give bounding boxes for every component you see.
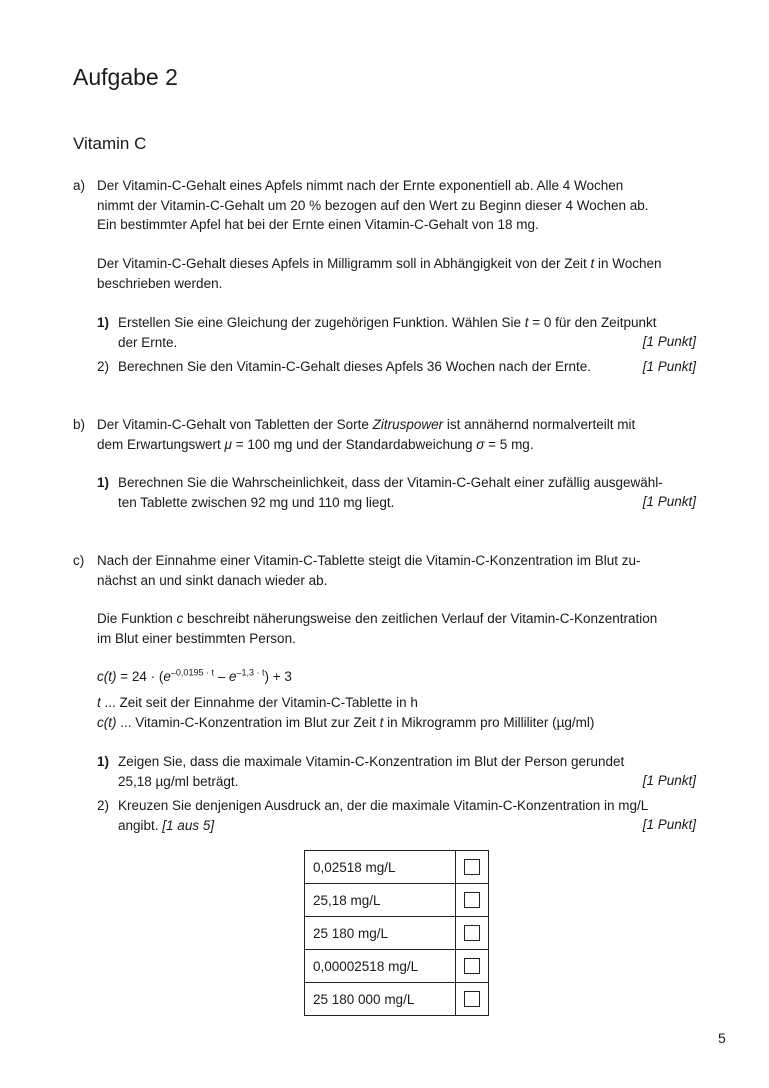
option-row: [305, 983, 489, 1016]
text: Kreuzen Sie denjenigen Ausdruck an, der die maximale Vitamin-C-Konzentration in mg/L: [118, 798, 649, 813]
part-a-task2-text: Berechnen Sie den Vitamin-C-Gehalt dieses Apfels 36 Wochen nach der Ernte.: [118, 359, 592, 374]
exponent: –1,3 · t: [236, 667, 265, 678]
text: ten Tablette zwischen 92 mg und 110 mg liegt.: [118, 494, 395, 510]
part-c-task2-number: 2): [97, 798, 110, 813]
part-b-intro: [97, 415, 635, 454]
checkbox[interactable]: [464, 925, 480, 941]
part-a-task1-points: [1 Punkt]: [642, 334, 696, 349]
option-checkbox-cell[interactable]: [456, 851, 489, 884]
part-c-function-description: [97, 609, 657, 648]
checkbox[interactable]: [464, 892, 480, 908]
euler-e: e: [163, 669, 171, 684]
part-c-label: c): [73, 553, 85, 568]
variable-t: t: [590, 256, 595, 271]
part-a-intro-line: Der Vitamin-C-Gehalt eines Apfels nimmt nach der Ernte exponentiell ab. Alle 4 Wochen: [97, 178, 624, 193]
part-c-task1-number: 1): [97, 754, 110, 769]
euler-e: e: [228, 669, 237, 684]
exponent: –0,0195 · t: [170, 667, 214, 678]
part-b-label: b): [73, 417, 86, 432]
checkbox[interactable]: [464, 991, 480, 1007]
part-c-task2-text: [118, 796, 648, 835]
option-row: [305, 917, 489, 950]
brand-name: Zitruspower: [372, 417, 444, 432]
text: angibt.: [118, 817, 163, 833]
text: Erstellen Sie eine Gleichung der zugehörigen Funktion. Wählen Sie: [118, 315, 525, 330]
text: in Mikrogramm pro Milliliter (µg/ml): [383, 714, 595, 730]
task-heading: Aufgabe 2: [73, 64, 178, 90]
option-row: [305, 950, 489, 983]
text: beschrieben werden.: [97, 275, 223, 291]
checkbox[interactable]: [464, 859, 480, 875]
part-a-intro-line: Ein bestimmter Apfel hat bei der Ernte einen Vitamin-C-Gehalt von 18 mg.: [97, 217, 539, 232]
symbol-mu: μ: [224, 436, 232, 452]
part-b-task1-points: [1 Punkt]: [642, 494, 696, 509]
part-a-label: a): [73, 178, 86, 193]
part-c-task1-points: [1 Punkt]: [642, 773, 696, 788]
symbol-sigma: σ: [476, 436, 485, 452]
part-a-task1-text: [118, 313, 656, 352]
part-c-task1-text: [118, 752, 624, 791]
text: = 24 · (: [116, 669, 164, 684]
text: = 100 mg und der Standardabweichung: [231, 436, 477, 452]
text: Die Funktion: [97, 611, 177, 626]
text: Der Vitamin-C-Gehalt von Tabletten der Sorte: [97, 417, 373, 432]
variable-c: c: [176, 611, 184, 626]
text: ... Vitamin-C-Konzentration im Blut zur Zeit: [116, 714, 380, 730]
part-c-intro: [97, 551, 641, 590]
page-number: 5: [718, 1030, 726, 1046]
text: nächst an und sinkt danach wieder ab.: [97, 572, 328, 588]
text: = 5 mg.: [484, 436, 534, 452]
text: ) + 3: [264, 669, 292, 684]
text: Berechnen Sie die Wahrscheinlichkeit, dass der Vitamin-C-Gehalt einer zufällig ausgewähl-: [118, 475, 663, 490]
variable-t: t: [97, 695, 101, 710]
text: –: [213, 669, 229, 684]
text: Der Vitamin-C-Gehalt dieses Apfels in Milligramm soll in Abhängigkeit von der Zeit: [97, 256, 591, 271]
text: ... Zeit seit der Einnahme der Vitamin-C-Tablette in h: [100, 695, 418, 710]
part-a-intro: [97, 176, 649, 235]
variable-t: t: [524, 315, 529, 330]
text: Zeigen Sie, dass die maximale Vitamin-C-Konzentration im Blut der Person gerundet: [118, 754, 625, 769]
option-row: [305, 884, 489, 917]
part-a-task2-number: 2): [97, 359, 110, 374]
option-checkbox-cell[interactable]: [456, 950, 489, 983]
part-b-task1-number: 1): [97, 475, 110, 490]
option-label: 25 180 000 mg/L: [305, 983, 456, 1016]
answer-options-table: [304, 850, 489, 1016]
option-label: 0,00002518 mg/L: [305, 950, 456, 983]
part-a-intro-line: nimmt der Vitamin-C-Gehalt um 20 % bezogen auf den Wert zu Beginn dieser 4 Wochen ab.: [97, 197, 649, 213]
option-label: 0,02518 mg/L: [305, 851, 456, 884]
part-c-definitions: [97, 693, 594, 732]
part-a-task2-points: [1 Punkt]: [642, 359, 696, 374]
part-a-task1-number: 1): [97, 315, 110, 330]
text: beschreibt näherungsweise den zeitlichen Verlauf der Vitamin-C-Konzentration: [183, 611, 658, 626]
task-subheading: Vitamin C: [73, 134, 147, 153]
part-b-task1-text: [118, 473, 663, 512]
text: dem Erwartungswert: [97, 436, 225, 452]
option-row: [305, 851, 489, 884]
option-checkbox-cell[interactable]: [456, 884, 489, 917]
part-a-description: [97, 254, 662, 293]
text: 25,18 µg/ml beträgt.: [118, 773, 239, 789]
part-c-formula: [97, 667, 292, 687]
option-checkbox-cell[interactable]: [456, 917, 489, 950]
text: = 0 für den Zeitpunkt: [528, 315, 657, 330]
variable-ct: c(t): [97, 714, 117, 730]
checkbox[interactable]: [464, 958, 480, 974]
task-hint: [1 aus 5]: [162, 817, 215, 833]
text: ist annähernd normalverteilt mit: [443, 417, 636, 432]
text: Nach der Einnahme einer Vitamin-C-Tablette steigt die Vitamin-C-Konzentration im Blut zu-: [97, 553, 641, 568]
part-c-task2-points: [1 Punkt]: [642, 817, 696, 832]
text: der Ernte.: [118, 334, 178, 350]
option-checkbox-cell[interactable]: [456, 983, 489, 1016]
formula-lhs: c(t): [97, 669, 117, 684]
text: im Blut einer bestimmten Person.: [97, 630, 296, 646]
option-label: 25 180 mg/L: [305, 917, 456, 950]
option-label: 25,18 mg/L: [305, 884, 456, 917]
text: in Wochen: [594, 256, 662, 271]
variable-t: t: [379, 714, 384, 730]
